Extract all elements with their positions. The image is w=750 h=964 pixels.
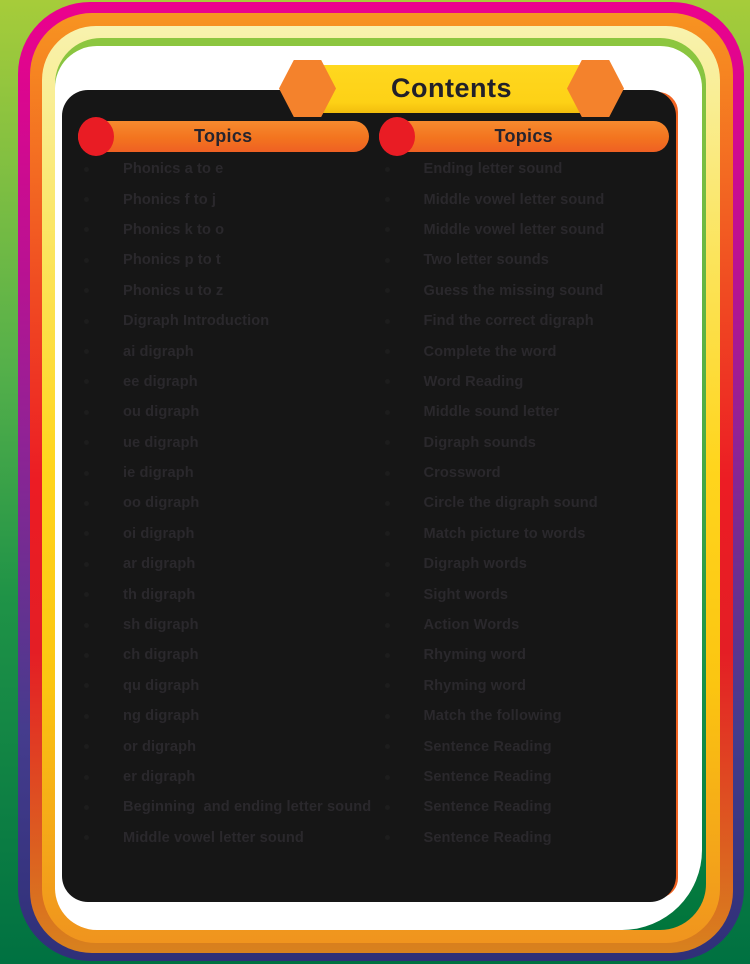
topic-item	[78, 701, 369, 731]
topic-item	[78, 184, 369, 214]
topic-label: Middle vowel letter sound	[423, 221, 605, 238]
topic-item	[379, 154, 670, 184]
bullet-dot-icon	[385, 592, 390, 597]
topic-item	[379, 823, 670, 853]
bullet-dot-icon	[385, 379, 390, 384]
topic-item	[78, 519, 369, 549]
bullet-dot-icon	[84, 714, 89, 719]
topic-item	[379, 336, 670, 366]
topic-label: Circle the digraph sound	[423, 495, 598, 512]
topic-label: qu digraph	[123, 677, 200, 694]
contents-banner-bar	[321, 65, 582, 113]
topic-label: Crossword	[423, 465, 501, 482]
bullet-dot-icon	[84, 805, 89, 810]
bullet-dot-icon	[84, 592, 89, 597]
topic-item	[78, 154, 369, 184]
bullet-dot-icon	[84, 653, 89, 658]
topic-item	[379, 184, 670, 214]
topic-item	[379, 701, 670, 731]
topics-column-right	[379, 121, 670, 853]
topic-label: Word Reading	[423, 373, 524, 390]
topic-label: Digraph Introduction	[123, 313, 270, 330]
topic-label: Digraph words	[423, 556, 527, 573]
topic-item	[379, 215, 670, 245]
bullet-dot-icon	[84, 835, 89, 840]
topic-item	[379, 428, 670, 458]
topic-label: Phonics u to z	[123, 282, 224, 299]
topics-header-left	[78, 121, 369, 152]
bullet-dot-icon	[385, 197, 390, 202]
bullet-dot-icon	[84, 349, 89, 354]
topics-column-left	[78, 121, 372, 853]
topic-label: Sight words	[423, 586, 509, 603]
topic-label: ai digraph	[123, 343, 194, 360]
red-circle-icon	[379, 117, 415, 156]
topic-item	[379, 579, 670, 609]
bullet-dot-icon	[385, 167, 390, 172]
bullet-dot-icon	[84, 227, 89, 232]
topic-item	[78, 458, 369, 488]
topic-label: oo digraph	[123, 495, 200, 512]
topic-label: or digraph	[123, 738, 197, 755]
topic-item	[379, 397, 670, 427]
topics-header-label: Topics	[494, 126, 553, 146]
bullet-dot-icon	[84, 410, 89, 415]
topic-label: Middle sound letter	[423, 404, 560, 421]
topic-item	[78, 671, 369, 701]
topic-label: Match the following	[423, 708, 562, 725]
bullet-dot-icon	[84, 288, 89, 293]
topic-label: Sentence Reading	[423, 738, 552, 755]
bullet-dot-icon	[84, 562, 89, 567]
bullet-dot-icon	[385, 714, 390, 719]
topic-label: er digraph	[123, 769, 196, 785]
topic-label: Sentence Reading	[423, 829, 552, 846]
topic-label: Ending letter sound	[423, 161, 563, 178]
bullet-dot-icon	[84, 197, 89, 202]
topic-label: Rhyming word	[423, 677, 527, 694]
topic-item	[78, 336, 369, 366]
topic-item	[379, 367, 670, 397]
topic-label: ee digraph	[123, 373, 198, 390]
topic-item	[379, 306, 670, 336]
topic-item	[78, 549, 369, 579]
bullet-dot-icon	[84, 775, 89, 780]
topic-item	[379, 731, 670, 761]
topic-item	[78, 579, 369, 609]
topic-item	[78, 762, 369, 792]
topic-label: Phonics k to o	[123, 221, 225, 238]
bullet-dot-icon	[385, 805, 390, 810]
topic-item	[78, 610, 369, 640]
topic-label: Match picture to words	[423, 525, 586, 542]
topic-label: Find the correct digraph	[423, 313, 594, 330]
topic-item	[379, 762, 670, 792]
bullet-dot-icon	[385, 349, 390, 354]
topic-item	[379, 458, 670, 488]
topic-item	[78, 792, 372, 822]
bullet-dot-icon	[385, 623, 390, 628]
topics-columns	[69, 95, 675, 853]
topic-item	[379, 549, 670, 579]
topic-item	[379, 519, 670, 549]
bullet-dot-icon	[84, 471, 89, 476]
bullet-dot-icon	[385, 683, 390, 688]
topic-item	[78, 306, 369, 336]
topics-header-right	[379, 121, 670, 152]
bullet-dot-icon	[84, 623, 89, 628]
topic-list-right	[379, 154, 670, 853]
topic-label: Guess the missing sound	[423, 282, 604, 299]
topic-item	[78, 488, 369, 518]
page-title: Contents	[391, 73, 512, 103]
bullet-dot-icon	[84, 379, 89, 384]
topic-label: oi digraph	[123, 525, 195, 542]
topic-item	[78, 245, 369, 275]
topic-label: Digraph sounds	[423, 434, 536, 451]
bullet-dot-icon	[385, 744, 390, 749]
topics-header-label: Topics	[194, 126, 253, 146]
topic-label: Phonics f to j	[123, 191, 217, 208]
bullet-dot-icon	[84, 440, 89, 445]
topic-item	[78, 823, 369, 853]
topic-label: Sentence Reading	[423, 799, 552, 816]
topic-item	[379, 610, 670, 640]
topic-item	[78, 731, 369, 761]
bullet-dot-icon	[385, 440, 390, 445]
topic-item	[379, 640, 670, 670]
topic-item	[379, 488, 670, 518]
topic-label: Rhyming word	[423, 647, 527, 664]
topic-label: sh digraph	[123, 617, 199, 634]
red-circle-icon	[78, 117, 114, 156]
topic-label: Action Words	[423, 617, 520, 634]
topic-label: Two letter sounds	[423, 252, 549, 269]
bullet-dot-icon	[84, 531, 89, 536]
topic-label: Middle vowel letter sound	[123, 829, 304, 846]
topic-label: ch digraph	[123, 647, 199, 664]
topic-label: ou digraph	[123, 404, 200, 421]
topic-label: Phonics a to e	[123, 161, 224, 178]
bullet-dot-icon	[385, 319, 390, 324]
bullet-dot-icon	[385, 288, 390, 293]
topic-label: Sentence Reading	[423, 769, 552, 785]
topic-label: th digraph	[123, 586, 196, 603]
topic-label: Middle vowel letter sound	[423, 191, 605, 208]
topic-item	[78, 367, 369, 397]
topic-item	[78, 276, 369, 306]
topic-item	[379, 792, 670, 822]
bullet-dot-icon	[84, 683, 89, 688]
topic-label: ie digraph	[123, 465, 194, 482]
bullet-dot-icon	[385, 471, 390, 476]
topic-item	[78, 428, 369, 458]
topic-item	[379, 276, 670, 306]
bullet-dot-icon	[385, 258, 390, 263]
bullet-dot-icon	[84, 258, 89, 263]
topic-label: Phonics p to t	[123, 252, 221, 269]
topic-label: ng digraph	[123, 708, 200, 725]
bullet-dot-icon	[84, 319, 89, 324]
topic-item	[78, 397, 369, 427]
bullet-dot-icon	[84, 501, 89, 506]
topic-label: Beginning and ending letter sound	[123, 799, 372, 816]
bullet-dot-icon	[385, 653, 390, 658]
topic-item	[379, 245, 670, 275]
contents-banner	[279, 60, 624, 117]
topic-item	[78, 215, 369, 245]
bullet-dot-icon	[385, 227, 390, 232]
topic-label: ar digraph	[123, 556, 196, 573]
content-card	[66, 73, 678, 898]
bullet-dot-icon	[385, 562, 390, 567]
bullet-dot-icon	[385, 835, 390, 840]
bullet-dot-icon	[385, 531, 390, 536]
topic-label: Complete the word	[423, 343, 557, 360]
topic-label: ue digraph	[123, 434, 199, 451]
bullet-dot-icon	[385, 775, 390, 780]
bullet-dot-icon	[385, 410, 390, 415]
bullet-dot-icon	[385, 501, 390, 506]
topic-list-left	[78, 154, 372, 853]
bullet-dot-icon	[84, 167, 89, 172]
bullet-dot-icon	[84, 744, 89, 749]
topic-item	[78, 640, 369, 670]
topic-item	[379, 671, 670, 701]
